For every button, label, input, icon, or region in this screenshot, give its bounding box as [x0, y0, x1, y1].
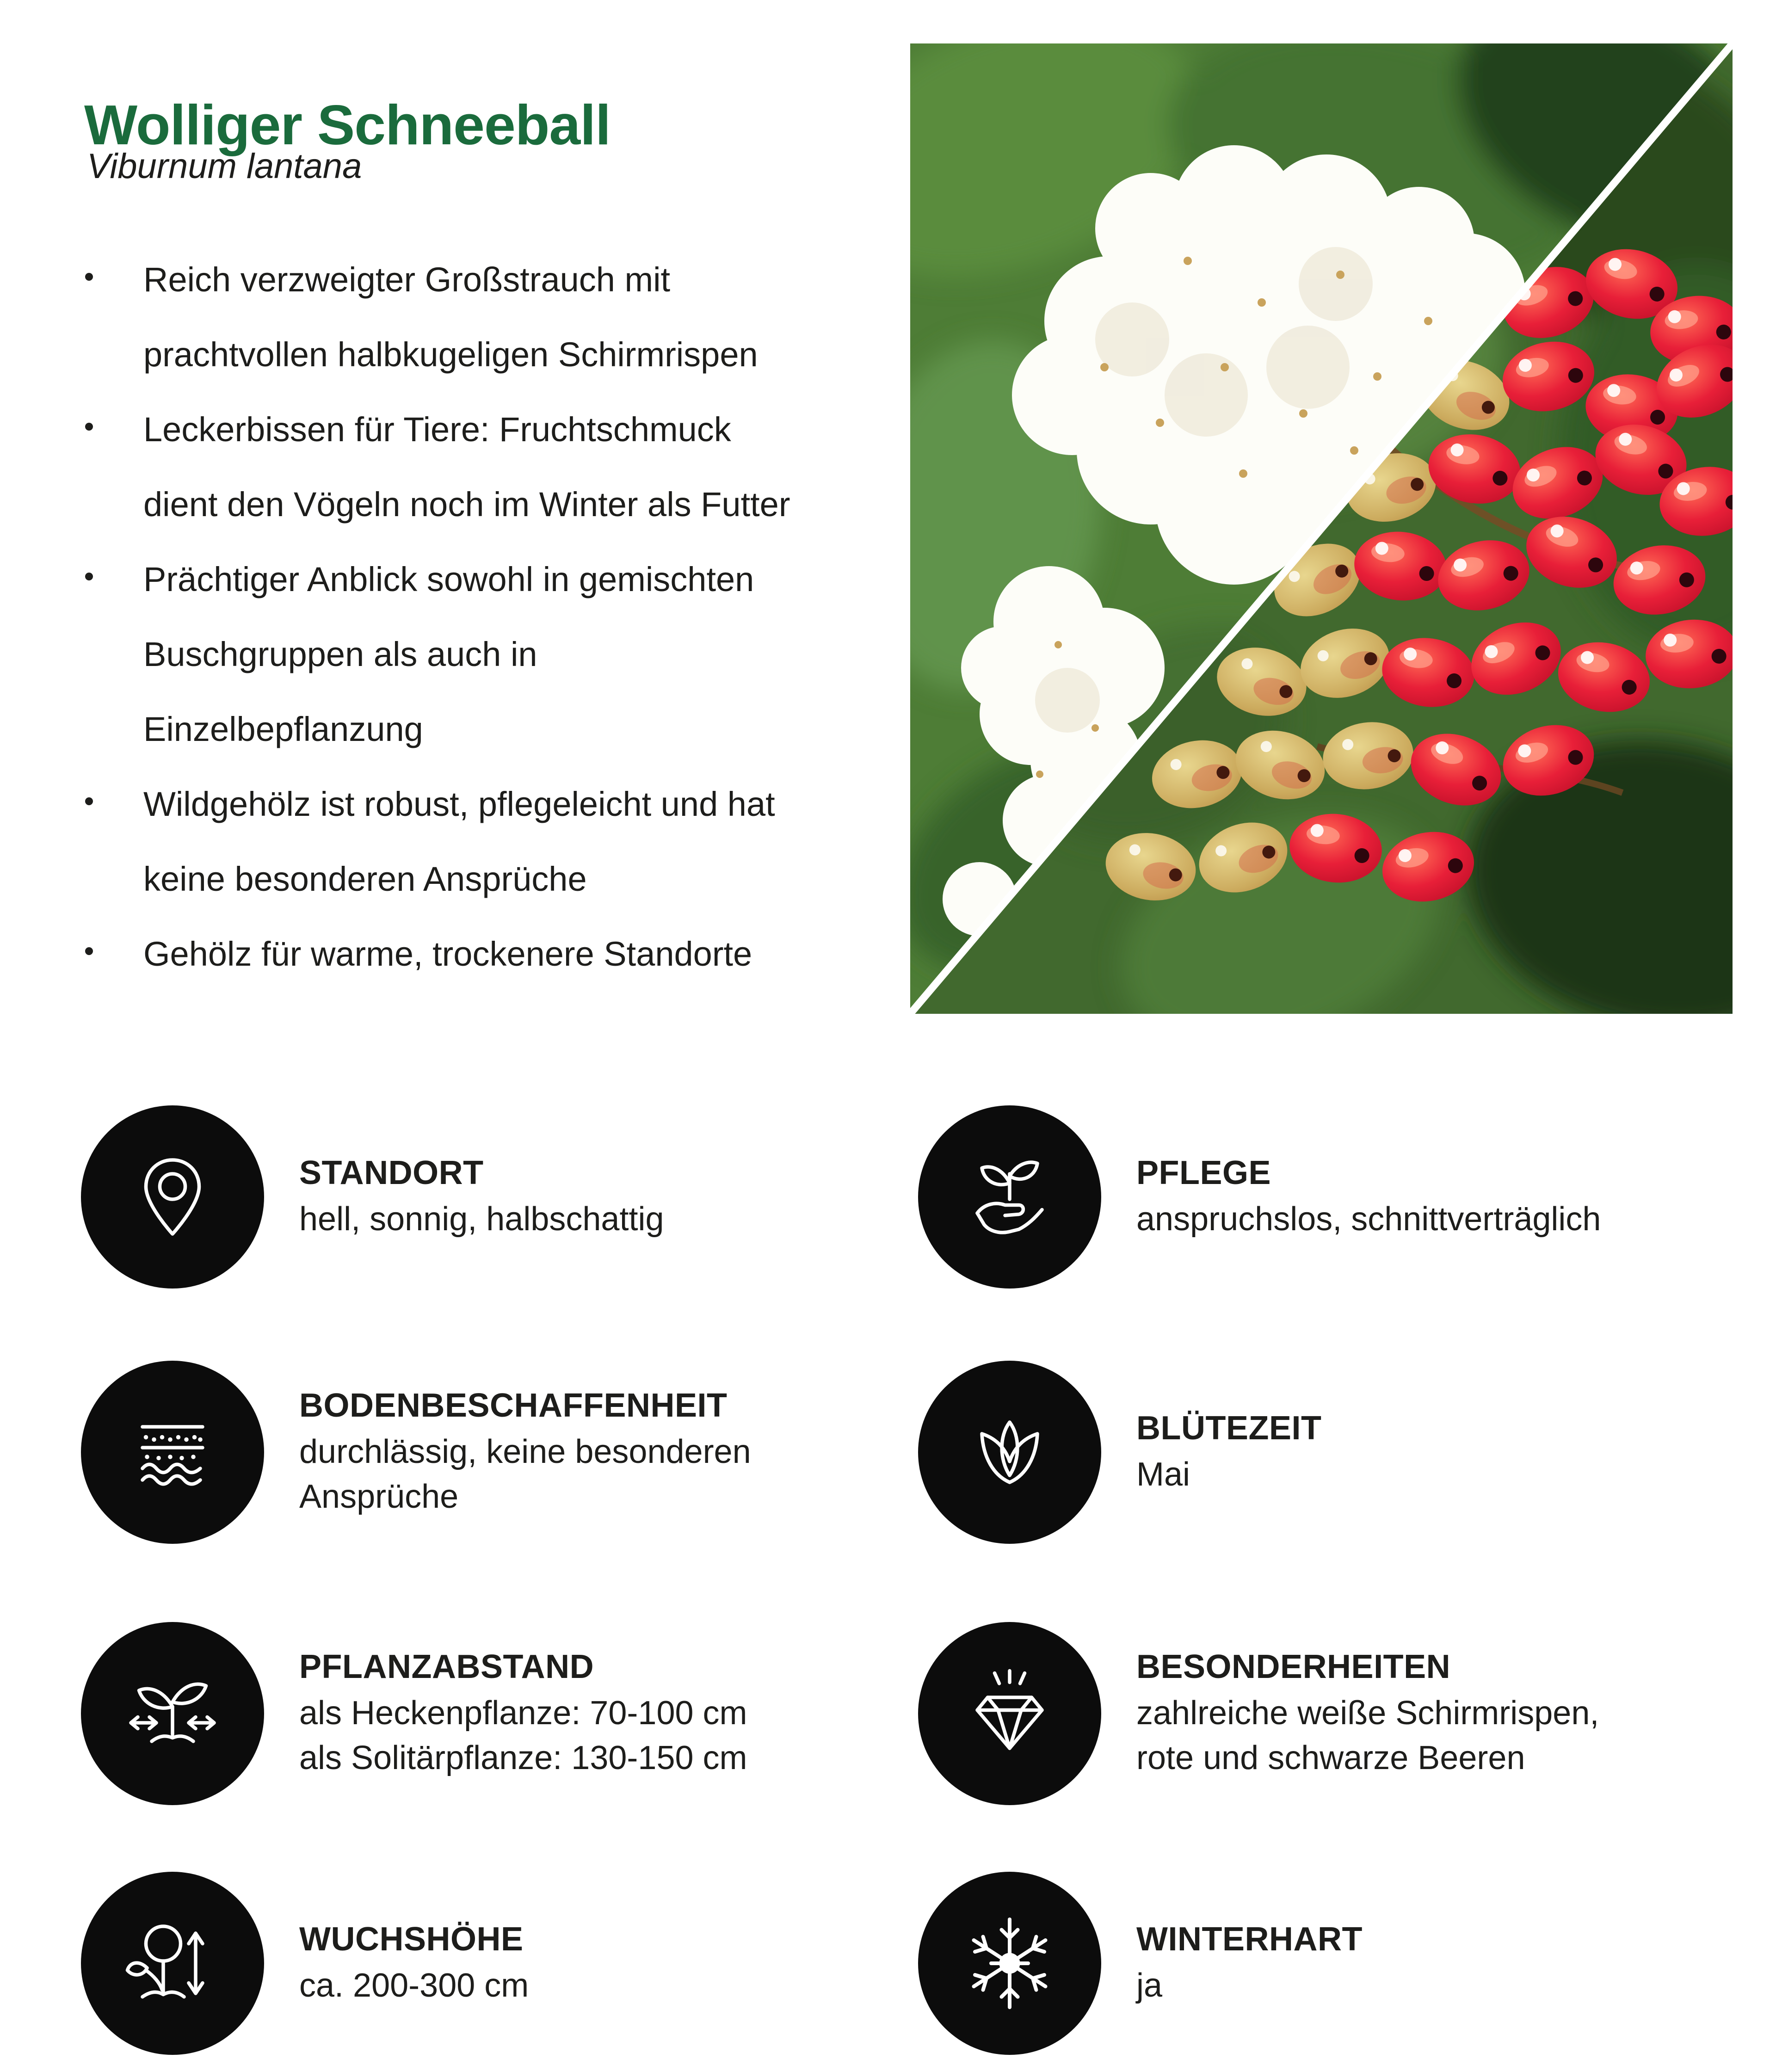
info-wuchshoehe [81, 1871, 886, 2056]
info-pflanzabstand [81, 1621, 886, 1806]
info-label: BODENBESCHAFFENHEIT [299, 1387, 728, 1424]
info-value: ca. 200-300 cm [299, 1967, 529, 2004]
info-winterhart [918, 1871, 1746, 2056]
location-pin-icon [81, 1105, 264, 1289]
info-bodenbeschaffenheit [81, 1360, 886, 1545]
info-label: WINTERHART [1136, 1920, 1363, 1958]
snowflake-icon [918, 1872, 1101, 2055]
info-value: als Heckenpflanze: 70-100 cm als Solitärpflanze: 130-150 cm [299, 1695, 747, 1776]
diamond-icon [918, 1622, 1101, 1805]
info-label: PFLEGE [1136, 1154, 1271, 1191]
info-label: STANDORT [299, 1154, 484, 1191]
sprout-spacing-icon [81, 1622, 264, 1805]
page-title: Wolliger Schneeball [84, 93, 611, 156]
tree-height-icon [81, 1872, 264, 2055]
info-value: hell, sonnig, halbschattig [299, 1200, 664, 1238]
info-besonderheiten [918, 1621, 1746, 1806]
plant-photo [910, 43, 1733, 1014]
info-value: durchlässig, keine besonderen Ansprüche [299, 1433, 751, 1515]
info-bluetezeit [918, 1360, 1746, 1545]
soil-layers-icon [81, 1361, 264, 1544]
description-bullet-list [79, 242, 906, 992]
list-item: Gehölz für warme, trockenere Standorte [79, 917, 906, 992]
info-value: Mai [1136, 1455, 1190, 1493]
info-label: BESONDERHEITEN [1136, 1648, 1451, 1685]
info-value: ja [1136, 1967, 1163, 2004]
list-item: Wildgehölz ist robust, pflegeleicht und hat keine besonderen Ansprüche [79, 767, 906, 917]
info-label: WUCHSHÖHE [299, 1920, 524, 1958]
info-pflege [918, 1104, 1746, 1289]
info-label: PFLANZABSTAND [299, 1648, 594, 1685]
list-item: Reich verzweigter Großstrauch mit prachtvollen halbkugeligen Schirmrispen [79, 242, 906, 392]
info-value: anspruchslos, schnittverträglich [1136, 1200, 1601, 1238]
info-standort [81, 1104, 886, 1289]
info-value: zahlreiche weiße Schirmrispen, rote und schwarze Beeren [1136, 1695, 1599, 1776]
list-item: Leckerbissen für Tiere: Fruchtschmuck dient den Vögeln noch im Winter als Futter [79, 392, 906, 542]
list-item: Prächtiger Anblick sowohl in gemischten Buschgruppen als auch in Einzelbepflanzung [79, 542, 906, 767]
hand-plant-icon [918, 1105, 1101, 1289]
flower-bud-icon [918, 1361, 1101, 1544]
botanical-name: Viburnum lantana [87, 147, 362, 186]
info-label: BLÜTEZEIT [1136, 1409, 1322, 1447]
